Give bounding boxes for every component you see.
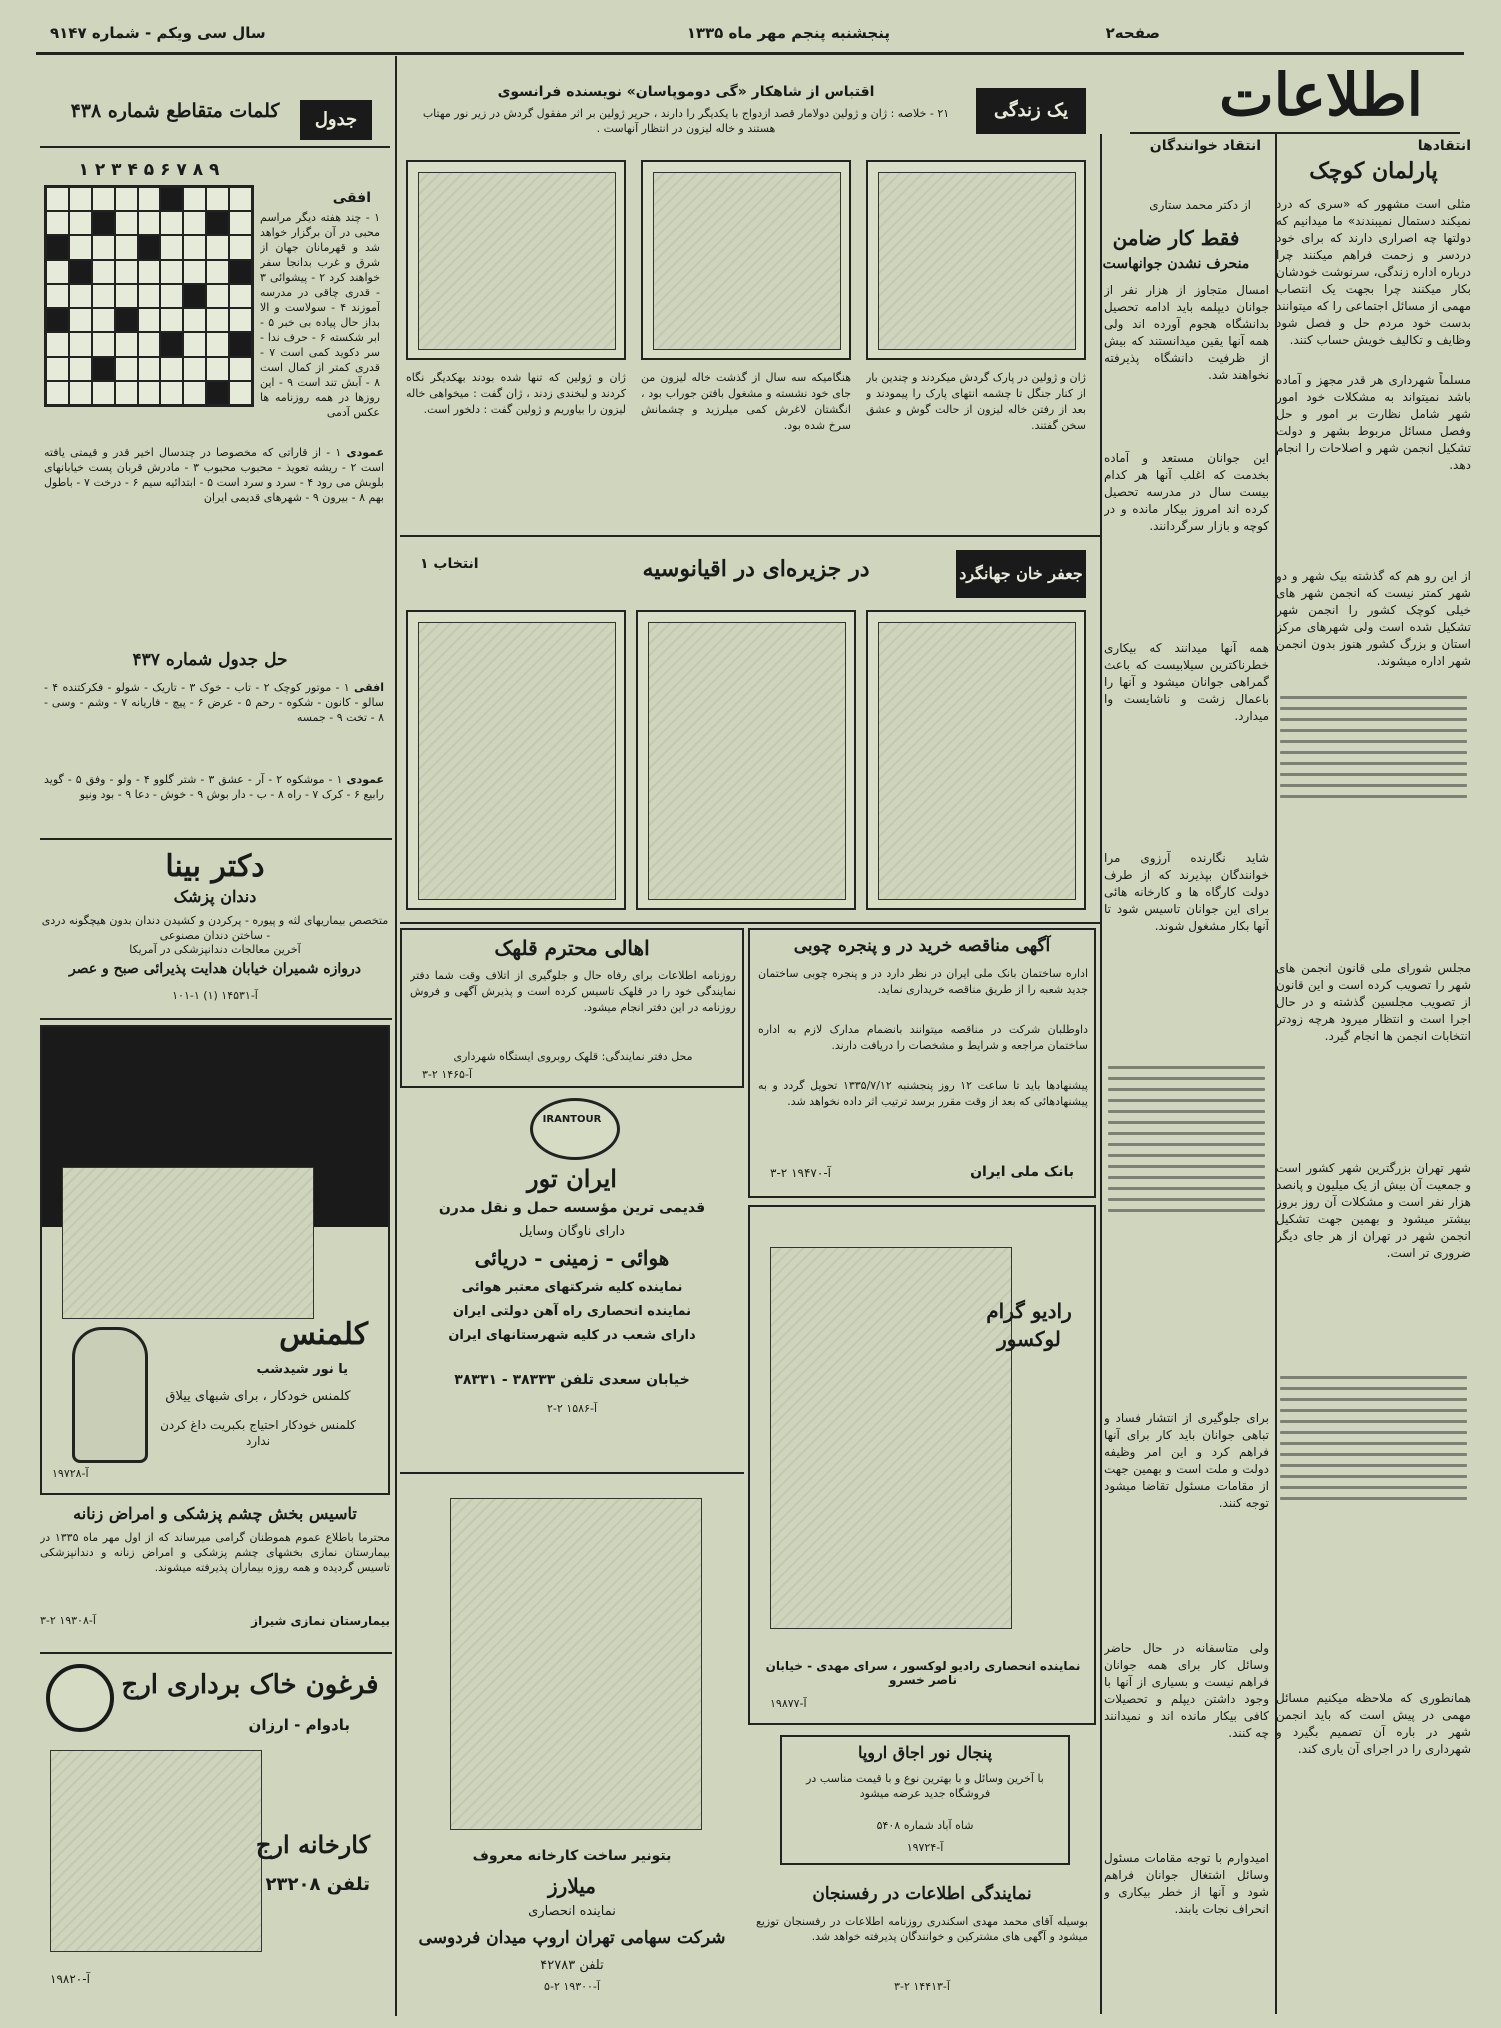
article-body-filler	[1276, 690, 1471, 940]
crossword-black-cell	[183, 284, 206, 308]
ad-lamp-line-2: کلمنس خودکار احتیاج بکبریت داغ کردن ندارد	[160, 1418, 356, 1448]
comic-jafar-panel-1	[866, 610, 1086, 910]
ad-wheelbarrow-code: آ-۱۹۸۲۰	[50, 1972, 90, 1986]
crossword-solution-down	[44, 772, 384, 832]
ad-radio-footer: نماینده انحصاری رادیو لوکسور ، سرای مهدی - خیابان ناصر خسرو	[765, 1659, 1081, 1687]
article-body-filler-2	[1276, 1370, 1471, 1670]
crossword-grid	[44, 185, 254, 407]
article-body-work-7: امیدوارم با توجه مقامات مسئول وسائل اشتغال جوانان فراهم شود و آنها از خطر بیکاری و انحراف نجات یابند.	[1104, 1851, 1269, 1916]
crossword-cell[interactable]	[229, 381, 252, 405]
comic-jafar-title: در جزیره‌ای در اقیانوسیه	[642, 556, 870, 582]
crossword-cell[interactable]	[46, 260, 69, 284]
ad-wheelbarrow-subtitle: بادوام - ارزان	[248, 1716, 350, 1734]
comic-life-text-3: ژان و ژولین که تنها شده بودند بهکدیگر نگاه کردند و لبخندی زدند ، ژان گفت : میخواهی خاله لیزون را بیاوریم و ژولین گفت : دلخور است.	[406, 371, 626, 416]
crossword-solution-down-text: ۱ - موشکوه ۲ - آر - عشق ۳ - شتر گلوو ۴ - ولو - وفق ۵ - گوید رابیع ۶ - کرک ۷ - راه ۸ - ب - دار بوش ۹ - خوش - دعا ۹ - بود ونیو	[44, 773, 384, 801]
crossword-cell[interactable]	[183, 308, 206, 332]
article-subtitle-work: منحرف نشدن جوانهاست	[1102, 256, 1250, 272]
crossword-cell[interactable]	[206, 284, 229, 308]
crossword-cell[interactable]	[229, 187, 252, 211]
comic-jafar	[400, 540, 1096, 920]
crossword-cell[interactable]	[183, 235, 206, 259]
ad-irantour-logo: IRANTOUR	[542, 1114, 602, 1125]
crossword-cell[interactable]	[92, 284, 115, 308]
ad-qolhak-title: اهالی محترم قلهک	[494, 936, 650, 960]
article-title-parliament: پارلمان کوچک	[1309, 158, 1438, 184]
ad-radio-code: آ-۱۹۸۷۷	[770, 1697, 807, 1710]
ad-wheelbarrow-illustration	[50, 1750, 262, 1952]
comic-jafar-panel-3-art	[418, 622, 616, 900]
comic-life-panel-2	[641, 160, 851, 360]
crossword-solution-across-label: افقی	[353, 681, 384, 694]
comic-jafar-panel-3	[406, 610, 626, 910]
crossword-cell[interactable]	[138, 260, 161, 284]
article-body-filler-3	[1104, 1060, 1269, 1400]
crossword-cell[interactable]	[46, 211, 69, 235]
crossword-cell[interactable]	[160, 211, 183, 235]
ad-hospital-body: محترما باطلاع عموم هموطنان گرامی میرساند که از اول مهر ماه ۱۳۳۵ در بیمارستان نمازی بخشهای چشم پزشکی و امراض زنانه و دندانپزشکی تاسیس گردیده و همه روزه بیماران پذیرفته میشوند.	[40, 1531, 390, 1574]
crossword-cell[interactable]	[92, 332, 115, 356]
ad-dentist-subtitle: دندان پزشک	[173, 887, 257, 906]
comic-jafar-panel-1-art	[878, 622, 1076, 900]
ad-wheelbarrow-phone: تلفن ۲۳۲۰۸	[265, 1874, 370, 1895]
crossword-cell[interactable]	[206, 260, 229, 284]
crossword-cell[interactable]	[206, 357, 229, 381]
crossword-cell[interactable]	[138, 357, 161, 381]
ad-dentist-title: دکتر بینا	[165, 849, 265, 884]
crossword-badge: جدول	[300, 100, 372, 140]
ad-mixer	[400, 1478, 744, 2018]
ad-tender-title: آگهی مناقصه خرید در و پنجره چوبی	[793, 936, 1051, 956]
crossword-cell[interactable]	[183, 211, 206, 235]
crossword-title: کلمات متقاطع شماره ۴۳۸	[70, 100, 280, 122]
article-body-work-2: این جوانان مستعد و آماده بخدمت که اغلب آنها هر کدام بیست سال در مدرسه تحصیل کرده اند امروز بیکار مانده و در کوچه و بازار سرگردانند.	[1104, 451, 1269, 533]
crossword-cell[interactable]	[115, 284, 138, 308]
crossword-black-cell	[46, 308, 69, 332]
article-body-work-4: شاید نگارنده آرزوی مرا خوانندگان بپذیرند که از طرف دولت کارگاه ها و کارخانه هائی برای این جوانان تاسیس شود تا آنها بکار مشغول شوند.	[1104, 851, 1269, 933]
ad-representative-title: نمایندگی اطلاعات در رفسنجان	[812, 1884, 1032, 1904]
ad-mixer-line-2: نماینده انحصاری	[528, 1904, 616, 1919]
crossword-cell[interactable]	[46, 187, 69, 211]
crossword-cell[interactable]	[46, 332, 69, 356]
crossword-cell[interactable]	[46, 284, 69, 308]
newspaper-logo: اطلاعات	[1219, 61, 1423, 129]
ad-mixer-line-1: بتونیر ساخت کارخانه معروف	[472, 1848, 672, 1864]
crossword-cell[interactable]	[183, 381, 206, 405]
crossword-down-clues: ۱ - از قاراتی که مخصوصا در چندسال اخیر قدر و قیمتی یافته است ۲ - ریشه تعویذ - محبوب محبوب ۳ - مادرش قربان پست خیابانهای بلوبش می رود ۴ - سرد و سرد است ۵ - ابتدائیه سیم ۶ - درخت ۷ - باطول بهم ۸ - بیرون ۹ - شهرهای قدیمی ایران	[44, 446, 384, 504]
crossword-black-cell	[92, 211, 115, 235]
crossword-cell[interactable]	[115, 381, 138, 405]
issue-date: پنجشنبه پنجم مهر ماه ۱۳۳۵	[686, 24, 890, 42]
ad-irantour-line-1: قدیمی ترین مؤسسه حمل و نقل مدرن	[438, 1200, 706, 1216]
crossword-cell[interactable]	[92, 381, 115, 405]
crossword-black-cell	[229, 260, 252, 284]
crossword-cell[interactable]	[138, 332, 161, 356]
ad-mixer-illustration	[450, 1498, 702, 1830]
article-author: از دکتر محمد ستاری	[1149, 198, 1251, 212]
crossword-cell[interactable]	[115, 332, 138, 356]
ad-qolhak	[400, 928, 744, 1088]
crossword-cell[interactable]	[229, 357, 252, 381]
crossword-solution-across-text: ۱ - موتور کوچک ۲ - تاب - خوک ۳ - تاریک - شولو - فکرکتنده ۴ - سالو - کانون - شکوه - رحم ۵ - عرض ۶ - پیچ - فاریانه ۷ - وشم - وسی - ۸ - تخت ۹ - جمسه	[44, 681, 384, 724]
comic-life-panel-2-art	[653, 172, 841, 350]
crossword-cell[interactable]	[69, 308, 92, 332]
crossword-cell[interactable]	[46, 381, 69, 405]
comic-jafar-panel-2	[636, 610, 856, 910]
comic-life-text-1: ژان و ژولین در پارک گردش میکردند و چندین بار از کنار جنگل تا چشمه انتهای پارک را پیمودند و بعد از رفتن خاله لیزون از حالت گوش و عشق سخن گفتند.	[866, 371, 1086, 432]
ad-radio-brand: رادیو گرام لوکسور	[986, 1299, 1072, 1351]
ad-hospital	[40, 1500, 390, 1650]
ad-representative-code: آ-۱۴۴۱۳ ۲-۳	[894, 1980, 950, 1993]
ad-hospital-contact: بیمارستان نمازی شیراز	[251, 1614, 390, 1628]
crossword-black-cell	[115, 308, 138, 332]
crossword-cell[interactable]	[160, 357, 183, 381]
crossword-cell[interactable]	[206, 235, 229, 259]
comic-life-panel-3	[406, 160, 626, 360]
ad-tender-body-2: داوطلبان شرکت در مناقصه میتوانند بانضمام مدارک لازم به اداره ساختمان مراجعه و شرایط و مشخصات را دریافت دارند.	[758, 1023, 1088, 1052]
article-title-work: فقط کار ضامن	[1112, 226, 1240, 250]
issue-number: سال سی ویکم - شماره ۹۱۴۷	[50, 24, 266, 42]
ad-irantour	[400, 1092, 744, 1470]
ad-dentist-address: دروازه شمیران خیابان هدایت پذیرائی صبح و عصر	[68, 961, 362, 977]
crossword-cell[interactable]	[138, 381, 161, 405]
ad-stove-body: با آخرین وسائل و با بهترین نوع و با قیمت مناسب در فروشگاه جدید عرضه میشود	[806, 1772, 1044, 1800]
crossword-col-numbers: ۹ ۸ ۷ ۶ ۵ ۴ ۳ ۲ ۱	[78, 160, 220, 180]
crossword-cell[interactable]	[229, 235, 252, 259]
ad-lamp	[40, 1025, 390, 1495]
article-body-parliament-1: مثلی است مشهور که «سری که درد نمیکند دستمال نمیبندند» ما میدانیم که دولتها چه اصراری دارند که برای خود دردسر و زحمت فراهم میکنند چرا درباره اداره زندگی، سرنوشت خودشان بکار میکنند چرا بجهت یک انتصاب مهمی از مسائل اجتماعی را که میتوانند بدست خود مردم حل و فصل شود وظایف و تکالیف خویش حساب کنند.	[1276, 197, 1471, 347]
crossword-cell[interactable]	[92, 260, 115, 284]
ad-tender-body-3: پیشنهادها باید تا ساعت ۱۲ روز پنجشنبه ۱۳۳۵/۷/۱۲ تحویل گردد و به پیشنهادهائی که بعد از وقت مقرر برسد ترتیب اثر داده نخواهد شد.	[758, 1079, 1088, 1108]
crossword-cell[interactable]	[115, 211, 138, 235]
section-label-middle: انتقاد خوانندگان	[1149, 138, 1261, 154]
article-body-parliament-6: همانطوری که ملاحظه میکنیم مسائل مهمی در پیش است که باید انجمن شهر در باره آن تصمیم بگیرد و شهرداری را در اجرای آن یاری کند.	[1276, 1691, 1471, 1756]
crossword-cell[interactable]	[206, 187, 229, 211]
crossword-black-cell	[46, 235, 69, 259]
ad-dentist	[40, 845, 390, 1015]
ad-mixer-brand: میلارز	[548, 1874, 596, 1898]
crossword-cell[interactable]	[183, 332, 206, 356]
crossword-cell[interactable]	[69, 235, 92, 259]
comic-life-text-2: هنگامیکه سه سال از گذشت خاله لیزون من جای خود نشسته و مشغول بافتن جوراب بود ، انگشتان لاغرش کمی میلرزید و چشمانش سرخ شده بود.	[641, 371, 851, 432]
crossword-black-cell	[160, 332, 183, 356]
masthead-rule	[36, 52, 1464, 55]
crossword-down-clues-full	[44, 445, 384, 595]
crossword-cell[interactable]	[69, 381, 92, 405]
crossword-cell[interactable]	[138, 211, 161, 235]
ad-wheelbarrow	[40, 1660, 390, 2010]
ad-tender-bank: بانک ملی ایران	[970, 1164, 1074, 1180]
crossword-cell[interactable]	[138, 308, 161, 332]
crossword-cell[interactable]	[69, 284, 92, 308]
crossword-cell[interactable]	[206, 308, 229, 332]
crossword-cell[interactable]	[115, 235, 138, 259]
crossword-black-cell	[229, 332, 252, 356]
ad-mixer-company: شرکت سهامی تهران اروپ میدان فردوسی	[418, 1928, 726, 1948]
article-body-work-6: ولی متاسفانه در حال حاضر وسائل کار برای همه جوانان فراهم نیست و بسیاری از آنها با وجود داشتن دیپلم و تحصیلات کافی بیکار مانده اند و نمیدانند چه کنند.	[1104, 1641, 1269, 1740]
ad-irantour-line-5: نماینده انحصاری راه آهن دولتی ایران	[452, 1304, 692, 1319]
crossword-cell[interactable]	[138, 284, 161, 308]
comic-jafar-tag: انتخاب ۱	[420, 556, 479, 572]
crossword-solution-title: حل جدول شماره ۴۳۷	[132, 650, 288, 670]
comic-jafar-badge: جعفر خان جهانگرد	[956, 550, 1086, 598]
article-body-work-5: برای جلوگیری از انتشار فساد و تباهی جوانان باید کار برای آنها فراهم کرد و این امر وظیفه دولت و ملت است و بهمین جهت از مقامات مسئول تقاضا میشود توجه کنند.	[1104, 1411, 1269, 1510]
article-body-parliament-2: مسلماً شهرداری هر قدر مجهز و آماده باشد نمیتواند به مشکلات خود امور شهر شامل نظارت بر امور و حل وفصل مسائل مربوط بشهر و دولت تشکیل انجمن شهر و اصلاحات را انجام دهد.	[1276, 373, 1471, 472]
comic-jafar-panel-2-art	[648, 622, 846, 900]
crossword-cell[interactable]	[229, 308, 252, 332]
ad-irantour-code: آ-۱۵۸۶ ۲-۲	[547, 1402, 597, 1415]
crossword-solution-across	[44, 680, 384, 770]
crossword-cell[interactable]	[183, 357, 206, 381]
crossword-cell[interactable]	[92, 308, 115, 332]
comic-life-panel-1-art	[878, 172, 1076, 350]
crossword-down-label: عمودی	[346, 446, 384, 459]
ad-tender	[748, 928, 1096, 1198]
crossword-cell[interactable]	[69, 332, 92, 356]
ad-dentist-code: آ-۱۴۵۳۱ (۱) ۱-۱۰۱	[172, 989, 258, 1002]
crossword-black-cell	[160, 187, 183, 211]
crossword-cell[interactable]	[115, 187, 138, 211]
crossword-black-cell	[69, 260, 92, 284]
page-label: صفحه۲	[1105, 24, 1160, 42]
crossword-cell[interactable]	[138, 187, 161, 211]
crossword-black-cell	[138, 235, 161, 259]
crossword-cell[interactable]	[229, 284, 252, 308]
crossword-cell[interactable]	[160, 260, 183, 284]
article-body-work-1: امسال متجاوز از هزار نفر از جوانان دیپلمه باید ادامه تحصیل بدانشگاه هجوم آورده اند ولی همه آنها یقین میدانستند که بیش از ظرفیت دانشگاه پذیرفته نخواهند شد.	[1104, 283, 1269, 382]
ad-hospital-title: تاسیس بخش چشم پزشکی و امراض زنانه	[73, 1504, 357, 1523]
ad-wheelbarrow-brand: کارخانه ارج	[255, 1830, 370, 1859]
crossword-solution-down-label: عمودی	[346, 773, 384, 786]
crossword-cell[interactable]	[160, 308, 183, 332]
ad-dentist-body-1: متخصص بیماریهای لثه و پیوره - پرکردن و کشیدن دندان بدون هیچگونه دردی - ساختن دندان مصنوعی	[41, 914, 389, 942]
ad-lamp-code: آ-۱۹۷۲۸	[52, 1467, 89, 1480]
ad-lamp-line-1: کلمنس خودکار ، برای شبهای ییلاق	[165, 1389, 351, 1404]
ad-qolhak-address: محل دفتر نمایندگی: قلهک روبروی ایستگاه شهرداری	[453, 1050, 693, 1063]
ad-tender-body-1: اداره ساختمان بانک ملی ایران در نظر دارد در و پنجره چوبی ساختمان جدید شعبه را از طریق مناقصه خریداری نماید.	[758, 967, 1088, 996]
ad-mixer-phone: تلفن ۴۲۷۸۳	[540, 1958, 604, 1973]
ad-mixer-code: آ-۱۹۳۰۰ ۲-۵	[544, 1980, 600, 1993]
ad-stove-title: پنجال نور اجاق اروپا	[857, 1743, 993, 1762]
comic-life-caption-summary: ۲۱ - خلاصه : ژان و ژولین دولامار قصد ازدواج با یکدیگر را دارند ، حریر ژولین بر اثر مفقول گردش در زیر نور مهتاب هستند و خاله لیزون در انتظار آنهاست .	[422, 107, 950, 135]
article-body-work-3: همه آنها میدانند که بیکاری خطرناکترین سیلابیست که باعث گمراهی جوانان میشود و آنها را باعمال زشت و ناشایست وا میدارد.	[1104, 641, 1269, 723]
crossword-cell[interactable]	[46, 357, 69, 381]
crossword-cell[interactable]	[206, 332, 229, 356]
ad-irantour-logo-icon	[530, 1098, 620, 1160]
comic-life-badge: یک زندگی	[976, 88, 1086, 134]
ad-dentist-body-2: آخرین معالجات دندانپزشکی در آمریکا	[129, 943, 301, 956]
crossword-cell[interactable]	[160, 284, 183, 308]
ad-irantour-line-3: هوائی - زمینی - دریائی	[474, 1246, 670, 1270]
crossword-black-cell	[206, 211, 229, 235]
crossword-cell[interactable]	[183, 187, 206, 211]
crossword-cell[interactable]	[115, 357, 138, 381]
crossword-across-clues: ۱ - چند هفته دیگر مراسم محبی در آن برگزار خواهد شد و قهرمانان جهان از شرق و غرب بدانجا سفر خواهند کرد ۲ - پیشوائی ۳ - قدری چاقی در مدرسه آموزند ۴ - سولاست و الا بداز حال پیاده بی خبر ۵ - ابر شکسته ۶ - حرف ندا - سر دکوید کمی است ۷ - قدری کمتر از کمال است ۸ - آبش تند است ۹ - این روزها در همه روزنامه ها عکس آدمی	[260, 211, 380, 419]
crossword-cell[interactable]	[69, 211, 92, 235]
ad-representative-body: بوسیله آقای محمد مهدی اسکندری روزنامه اطلاعات در رفسنجان توزیع میشود و آگهی های مشترکین و خوانندگان پذیرفته خواهد شد.	[756, 1915, 1088, 1943]
article-body-parliament-3: از این رو هم که گذشته بیک شهر و دو شهر کمتر نیست که انجمن شهر های خیلی کوچک کشور را انجمن شهر تشکیل شده است ولی شهرهای مرکز استان و بزرگ کشور هنوز بدون انجمن شهر اداره میشوند.	[1276, 569, 1471, 668]
crossword-across-label: افقی	[332, 190, 371, 206]
crossword-cell[interactable]	[92, 235, 115, 259]
comic-life-panel-1	[866, 160, 1086, 360]
ad-irantour-line-6: دارای شعب در کلیه شهرستانهای ایران	[448, 1328, 696, 1343]
ad-irantour-title: ایران تور	[527, 1164, 617, 1193]
crossword-cell[interactable]	[69, 187, 92, 211]
ad-wheelbarrow-title: فرغون خاک برداری ارج	[121, 1670, 379, 1700]
ad-hospital-code: آ-۱۹۳۰۸ ۲-۳	[40, 1614, 96, 1627]
masthead	[40, 24, 1460, 50]
ad-qolhak-code: آ-۱۴۶۵ ۲-۳	[422, 1068, 472, 1081]
crossword-cell[interactable]	[92, 187, 115, 211]
ad-stove-code: آ-۱۹۷۲۴	[906, 1841, 944, 1854]
article-body-parliament-4: مجلس شورای ملی قانون انجمن های شهر را تصویب کرده است و این قانون از تصویب مجلسین گذشته و در حال اجرا است و انتظار میرود هرچه زودتر انتخابات انجمن ها انجام گیرد.	[1276, 961, 1471, 1043]
crossword-cell[interactable]	[160, 381, 183, 405]
ad-irantour-phone: خیابان سعدی تلفن ۳۸۳۳۳ - ۳۸۳۳۱	[454, 1372, 690, 1388]
crossword-black-cell	[92, 357, 115, 381]
ad-stove	[780, 1735, 1070, 1865]
ad-representative	[748, 1880, 1096, 2010]
ad-radio	[748, 1205, 1096, 1725]
crossword-cell[interactable]	[115, 260, 138, 284]
comic-life	[400, 80, 1096, 530]
ad-tender-code: آ-۱۹۴۷۰ ۲-۳	[770, 1166, 831, 1180]
crossword-cell[interactable]	[69, 357, 92, 381]
ad-irantour-line-4: نماینده کلیه شرکتهای معتبر هوائی	[461, 1280, 683, 1295]
ad-stove-contact: شاه آباد شماره ۵۴۰۸	[876, 1819, 974, 1832]
ad-irantour-line-2: دارای ناوگان وسایل	[519, 1224, 625, 1239]
crossword-cell[interactable]	[160, 235, 183, 259]
crossword-cell[interactable]	[183, 260, 206, 284]
ad-lamp-brand: کلمنس	[279, 1317, 368, 1352]
ad-lamp-lantern-icon	[72, 1327, 148, 1463]
crossword-cell[interactable]	[229, 211, 252, 235]
crossword-black-cell	[206, 381, 229, 405]
ad-lamp-subbrand: یا نور شیدشب	[256, 1362, 348, 1377]
comic-life-panel-3-art	[418, 172, 616, 350]
ad-lamp-illustration	[62, 1167, 314, 1319]
ad-qolhak-body: روزنامه اطلاعات برای رفاه حال و جلوگیری از اتلاف وقت شما دفتر نمایندگی خود را در قلهک تاسیس کرده است و پذیرش آگهی و فروش روزنامه در این دفتر انجام میشود.	[410, 969, 736, 1014]
ad-wheelbarrow-logo-icon	[46, 1664, 114, 1732]
ad-radio-illustration	[770, 1247, 1012, 1629]
article-body-parliament-5: شهر تهران بزرگترین شهر کشور است و جمعیت آن بیش از یک میلیون و پانصد هزار نفر است و مشکلات آن روز بروز بیشتر میشود و بهمین جهت تشکیل انجمن شهر در تهران از هر جای دیگر ضروری تر است.	[1276, 1161, 1471, 1260]
section-label-right: انتقادها	[1417, 138, 1471, 154]
comic-life-caption-title: اقتباس از شاهکار «گی دوموپاسان» نویسنده فرانسوی	[497, 84, 875, 100]
